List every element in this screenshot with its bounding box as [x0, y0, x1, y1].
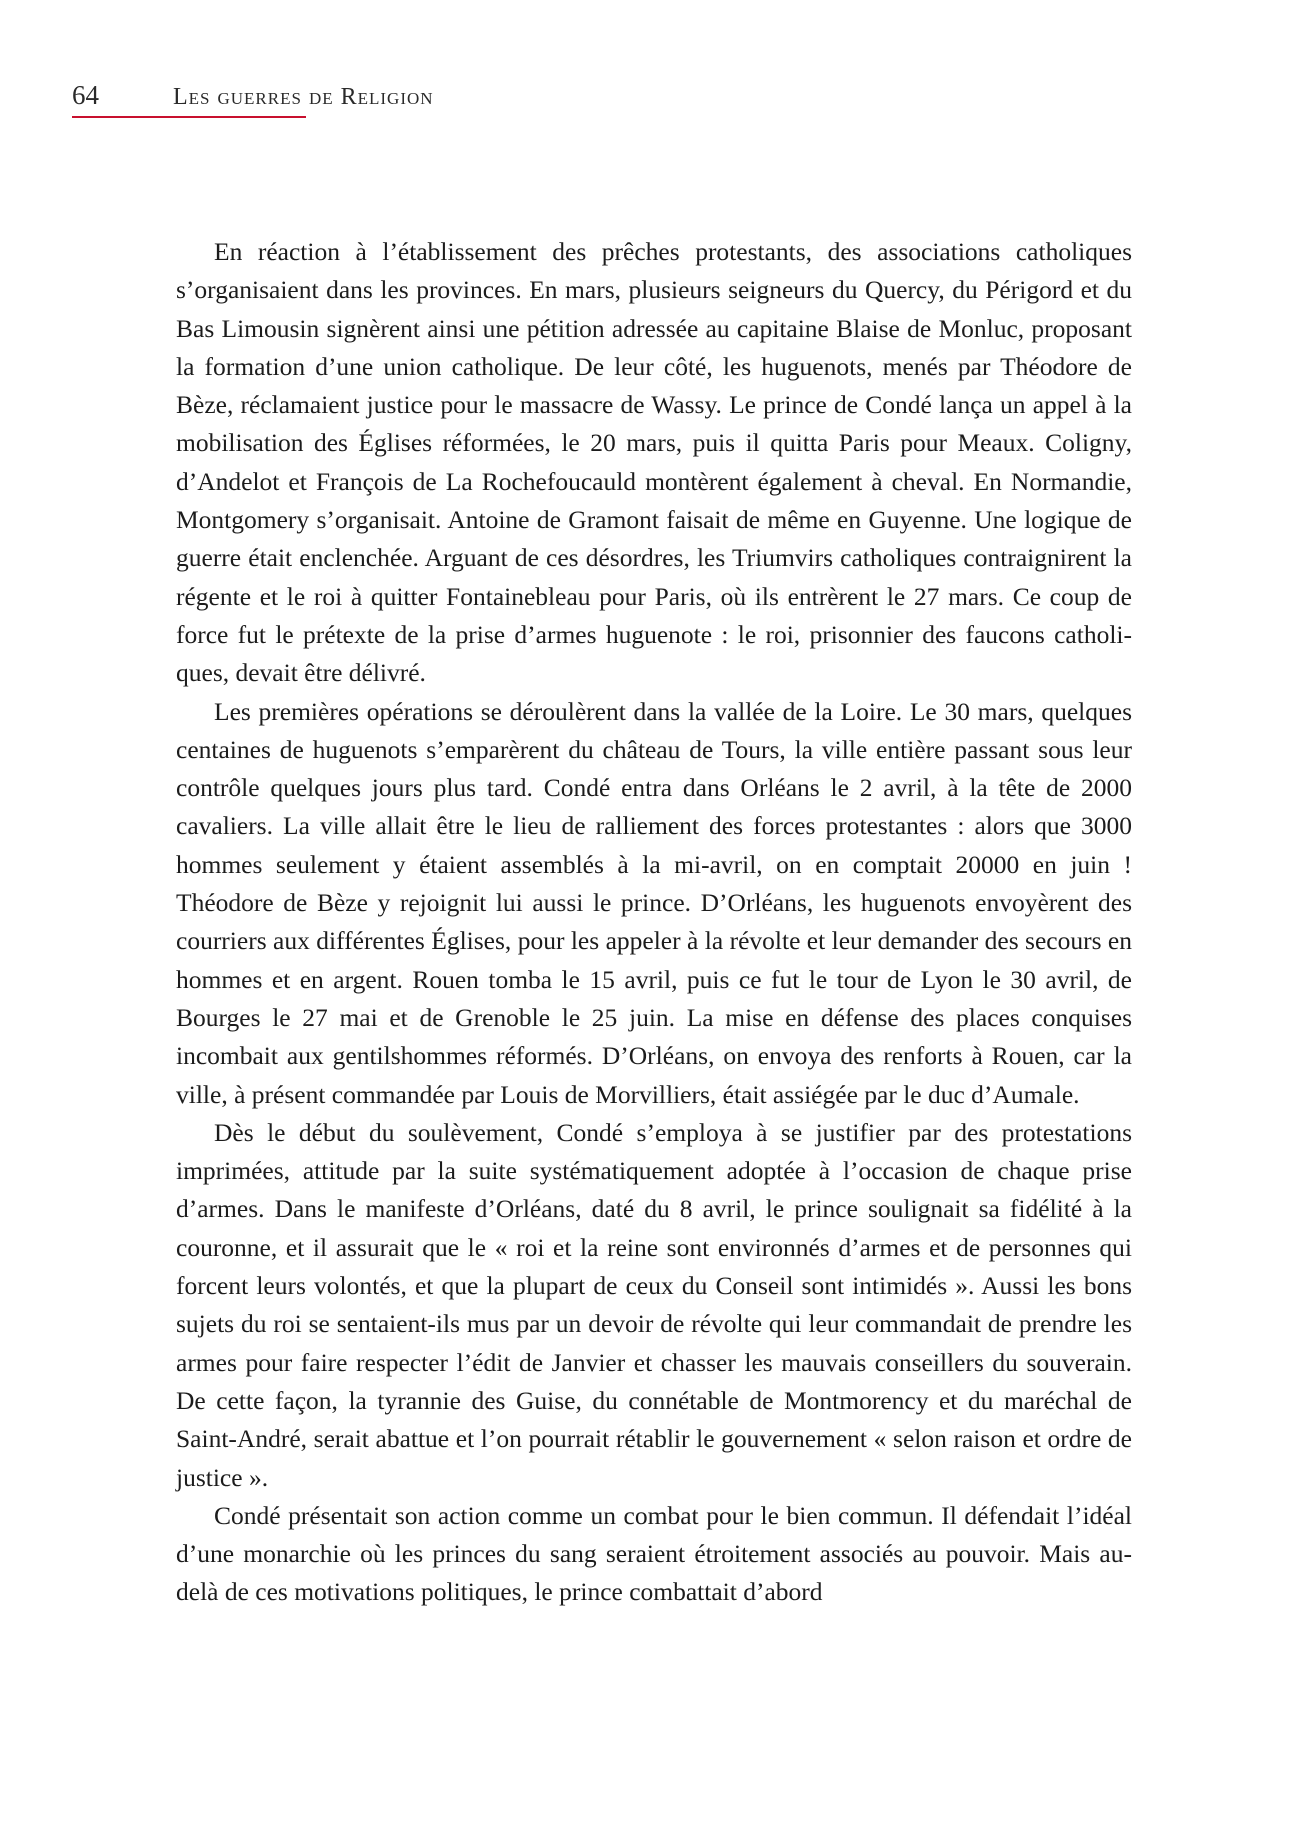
paragraph: En réaction à l’établissement des prêches protestants, des associations catholiques s’organisaient dans les provinces. En mars, plusieurs seigneurs du Quercy, du Périgord et du Bas Limousin signèrent ainsi une pétition adressée au capitaine Blaise de Monluc, proposant la formation d’une union catholique. De leur côté, les huguenots, menés par Théodore de Bèze, réclamaient justice pour le massacre de Wassy. Le prince de Condé lança un appel à la mobilisation des Églises réformées, le 20 mars, puis il quitta Paris pour Meaux. Coligny, d’Andelot et François de La Rochefoucauld montèrent également à cheval. En Normandie, Montgomery s’organisait. Antoine de Gramont faisait de même en Guyenne. Une logique de guerre était enclenchée. Arguant de ces désordres, les Triumvirs catholiques contraignirent la régente et le roi à quitter Fontainebleau pour Paris, où ils entrèrent le 27 mars. Ce coup de force fut le prétexte de la prise d’armes huguenote : le roi, prisonnier des faucons catholiques, devait être délivré. — [176, 237, 1132, 688]
paragraph: Les premières opérations se déroulèrent dans la vallée de la Loire. Le 30 mars, quelques centaines de huguenots s’emparèrent du château de Tours, la ville entière passant sous leur contrôle quelques jours plus tard. Condé entra dans Orléans le 2 avril, à la tête de 2000 cavaliers. La ville allait être le lieu de ralliement des forces protestantes : alors que 3000 hommes seulement y étaient assemblés à la mi-avril, on en comptait 20000 en juin ! Théodore de Bèze y rejoignit lui aussi le prince. D’Orléans, les huguenots envoyèrent des courriers aux différentes Églises, pour les appeler à la révolte et leur demander des secours en hommes et en argent. Rouen tomba le 15 avril, puis ce fut le tour de Lyon le 30 avril, de Bourges le 27 mai et de Grenoble le 25 juin. La mise en défense des places conquises incombait aux gentilshommes réformés. D’Orléans, on envoya des renforts à Rouen, car la ville, à présent commandée par Louis de Morvilliers, était assiégée par le duc d’Aumale. — [176, 696, 1132, 1109]
header-rule — [72, 116, 306, 118]
running-title: Les guerres de Religion — [173, 84, 434, 110]
paragraph: Dès le début du soulèvement, Condé s’employa à se justifier par des protestations imprimées, attitude par la suite systématiquement adoptée à l’occasion de chaque prise d’armes. Dans le manifeste d’Orléans, daté du 8 avril, le prince soulignait sa fidélité à la couronne, et il assurait que le « roi et la reine sont environnés d’armes et de personnes qui forcent leurs volontés, et que la plupart de ceux du Conseil sont intimidés ». Aussi les bons sujets du roi se sentaient-ils mus par un devoir de révolte qui leur commandait de prendre les armes pour faire respecter l’édit de Janvier et chasser les mauvais conseillers du souverain. De cette façon, la tyrannie des Guise, du connétable de Montmorency et du maréchal de Saint-André, serait abattue et l’on pourrait rétablir le gouvernement « selon raison et ordre de justice ». — [176, 1117, 1132, 1492]
body-text — [176, 233, 1132, 1612]
running-head — [72, 80, 472, 120]
page-number: 64 — [72, 80, 99, 110]
paragraph: Condé présentait son action comme un combat pour le bien commun. Il défendait l’idéal d’une monarchie où les princes du sang seraient étroitement associés au pouvoir. Mais au-delà de ces motivations politiques, le prince combattait d’abord — [176, 1500, 1132, 1607]
